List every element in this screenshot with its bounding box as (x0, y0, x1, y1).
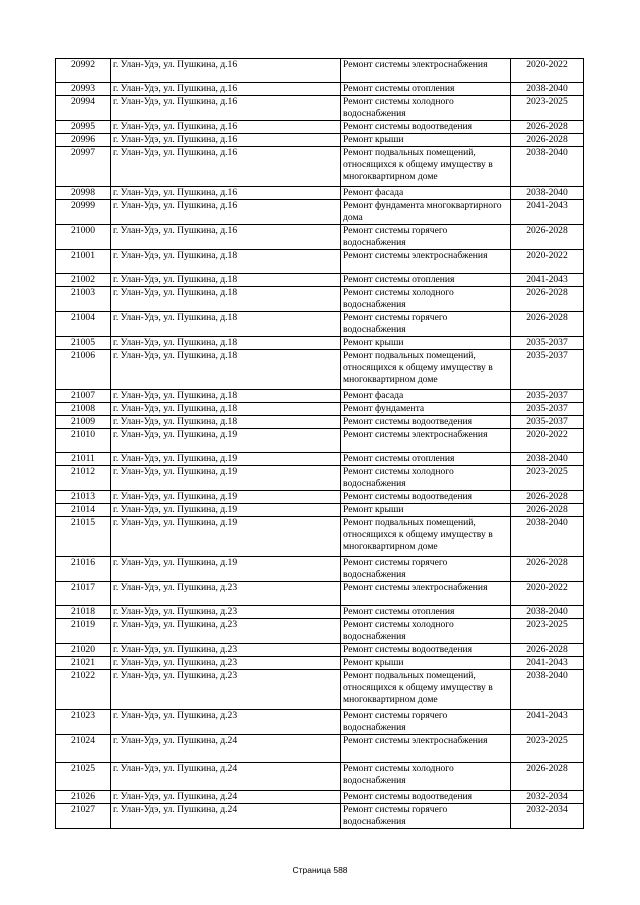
repair-schedule-table (55, 58, 584, 829)
address: г. Улан-Удэ, ул. Пушкина, д.24 (111, 804, 341, 829)
period: 2035-2037 (511, 416, 584, 429)
address: г. Улан-Удэ, ул. Пушкина, д.18 (111, 403, 341, 416)
table-row (56, 121, 584, 134)
work-type: Ремонт подвальных помещений, относящихся к общему имуществу в многоквартирном доме (341, 147, 511, 187)
table-row (56, 710, 584, 735)
period: 2023-2025 (511, 619, 584, 644)
table-row (56, 504, 584, 517)
address: г. Улан-Удэ, ул. Пушкина, д.24 (111, 791, 341, 804)
period: 2041-2043 (511, 200, 584, 225)
work-type: Ремонт системы холодного водоснабжения (341, 287, 511, 312)
record-number: 21027 (56, 804, 111, 829)
record-number: 21011 (56, 453, 111, 466)
address: г. Улан-Удэ, ул. Пушкина, д.18 (111, 312, 341, 337)
table-row (56, 350, 584, 390)
address: г. Улан-Удэ, ул. Пушкина, д.18 (111, 274, 341, 287)
table-row (56, 337, 584, 350)
page-number: Страница 588 (292, 865, 348, 875)
period: 2041-2043 (511, 274, 584, 287)
record-number: 21014 (56, 504, 111, 517)
record-number: 21022 (56, 670, 111, 710)
period: 2035-2037 (511, 403, 584, 416)
period: 2023-2025 (511, 466, 584, 491)
address: г. Улан-Удэ, ул. Пушкина, д.19 (111, 429, 341, 453)
record-number: 21023 (56, 710, 111, 735)
table-row (56, 619, 584, 644)
record-number: 21026 (56, 791, 111, 804)
work-type: Ремонт подвальных помещений, относящихся к общему имуществу в многоквартирном доме (341, 517, 511, 557)
record-number: 21021 (56, 657, 111, 670)
record-number: 20993 (56, 83, 111, 96)
period: 2038-2040 (511, 147, 584, 187)
table-row (56, 312, 584, 337)
period: 2026-2028 (511, 121, 584, 134)
table-row (56, 200, 584, 225)
period: 2020-2022 (511, 429, 584, 453)
record-number: 21017 (56, 582, 111, 606)
table-row (56, 403, 584, 416)
table-row (56, 134, 584, 147)
period: 2038-2040 (511, 453, 584, 466)
address: г. Улан-Удэ, ул. Пушкина, д.23 (111, 606, 341, 619)
record-number: 21025 (56, 763, 111, 791)
address: г. Улан-Удэ, ул. Пушкина, д.18 (111, 416, 341, 429)
table-row (56, 83, 584, 96)
record-number: 21015 (56, 517, 111, 557)
work-type: Ремонт системы горячего водоснабжения (341, 710, 511, 735)
table-row (56, 147, 584, 187)
record-number: 21013 (56, 491, 111, 504)
address: г. Улан-Удэ, ул. Пушкина, д.19 (111, 557, 341, 582)
period: 2038-2040 (511, 670, 584, 710)
table-row (56, 453, 584, 466)
record-number: 20996 (56, 134, 111, 147)
record-number: 21019 (56, 619, 111, 644)
record-number: 20998 (56, 187, 111, 200)
record-number: 21004 (56, 312, 111, 337)
period: 2026-2028 (511, 504, 584, 517)
address: г. Улан-Удэ, ул. Пушкина, д.16 (111, 147, 341, 187)
record-number: 20992 (56, 59, 111, 83)
work-type: Ремонт системы холодного водоснабжения (341, 763, 511, 791)
address: г. Улан-Удэ, ул. Пушкина, д.19 (111, 453, 341, 466)
table-row (56, 644, 584, 657)
work-type: Ремонт системы электроснабжения (341, 250, 511, 274)
table-row (56, 466, 584, 491)
address: г. Улан-Удэ, ул. Пушкина, д.16 (111, 225, 341, 250)
table-row (56, 187, 584, 200)
table-row (56, 557, 584, 582)
table-row (56, 274, 584, 287)
work-type: Ремонт системы водоотведения (341, 491, 511, 504)
period: 2026-2028 (511, 557, 584, 582)
record-number: 21016 (56, 557, 111, 582)
record-number: 20995 (56, 121, 111, 134)
table-row (56, 670, 584, 710)
record-number: 21012 (56, 466, 111, 491)
work-type: Ремонт подвальных помещений, относящихся к общему имуществу в многоквартирном доме (341, 350, 511, 390)
period: 2035-2037 (511, 390, 584, 403)
record-number: 21001 (56, 250, 111, 274)
record-number: 20999 (56, 200, 111, 225)
record-number: 21005 (56, 337, 111, 350)
work-type: Ремонт системы холодного водоснабжения (341, 96, 511, 121)
work-type: Ремонт фасада (341, 390, 511, 403)
work-type: Ремонт системы горячего водоснабжения (341, 225, 511, 250)
record-number: 20994 (56, 96, 111, 121)
period: 2038-2040 (511, 83, 584, 96)
record-number: 21006 (56, 350, 111, 390)
address: г. Улан-Удэ, ул. Пушкина, д.16 (111, 134, 341, 147)
work-type: Ремонт системы водоотведения (341, 791, 511, 804)
address: г. Улан-Удэ, ул. Пушкина, д.23 (111, 670, 341, 710)
period: 2032-2034 (511, 791, 584, 804)
record-number: 20997 (56, 147, 111, 187)
address: г. Улан-Удэ, ул. Пушкина, д.16 (111, 83, 341, 96)
address: г. Улан-Удэ, ул. Пушкина, д.16 (111, 187, 341, 200)
address: г. Улан-Удэ, ул. Пушкина, д.19 (111, 504, 341, 517)
address: г. Улан-Удэ, ул. Пушкина, д.16 (111, 96, 341, 121)
work-type: Ремонт фасада (341, 187, 511, 200)
period: 2026-2028 (511, 134, 584, 147)
work-type: Ремонт системы холодного водоснабжения (341, 466, 511, 491)
period: 2023-2025 (511, 735, 584, 763)
record-number: 21020 (56, 644, 111, 657)
period: 2026-2028 (511, 491, 584, 504)
record-number: 21018 (56, 606, 111, 619)
work-type: Ремонт крыши (341, 657, 511, 670)
work-type: Ремонт системы отопления (341, 83, 511, 96)
table-body (56, 59, 584, 829)
table-row (56, 804, 584, 829)
table-row (56, 429, 584, 453)
table-row (56, 517, 584, 557)
table-row (56, 416, 584, 429)
work-type: Ремонт системы водоотведения (341, 644, 511, 657)
work-type: Ремонт системы горячего водоснабжения (341, 557, 511, 582)
table-row (56, 791, 584, 804)
period: 2026-2028 (511, 312, 584, 337)
period: 2041-2043 (511, 657, 584, 670)
table-row (56, 582, 584, 606)
record-number: 21000 (56, 225, 111, 250)
address: г. Улан-Удэ, ул. Пушкина, д.18 (111, 337, 341, 350)
address: г. Улан-Удэ, ул. Пушкина, д.24 (111, 763, 341, 791)
period: 2041-2043 (511, 710, 584, 735)
record-number: 21024 (56, 735, 111, 763)
address: г. Улан-Удэ, ул. Пушкина, д.16 (111, 200, 341, 225)
address: г. Улан-Удэ, ул. Пушкина, д.19 (111, 466, 341, 491)
table-row (56, 491, 584, 504)
work-type: Ремонт фундамента многоквартирного дома (341, 200, 511, 225)
period: 2032-2034 (511, 804, 584, 829)
period: 2035-2037 (511, 337, 584, 350)
period: 2026-2028 (511, 763, 584, 791)
period: 2023-2025 (511, 96, 584, 121)
period: 2026-2028 (511, 287, 584, 312)
work-type: Ремонт крыши (341, 337, 511, 350)
address: г. Улан-Удэ, ул. Пушкина, д.23 (111, 710, 341, 735)
table-row (56, 657, 584, 670)
work-type: Ремонт системы электроснабжения (341, 59, 511, 83)
address: г. Улан-Удэ, ул. Пушкина, д.18 (111, 250, 341, 274)
record-number: 21010 (56, 429, 111, 453)
period: 2035-2037 (511, 350, 584, 390)
address: г. Улан-Удэ, ул. Пушкина, д.19 (111, 491, 341, 504)
work-type: Ремонт системы водоотведения (341, 416, 511, 429)
table-row (56, 250, 584, 274)
period: 2038-2040 (511, 517, 584, 557)
work-type: Ремонт системы электроснабжения (341, 429, 511, 453)
table-row (56, 390, 584, 403)
record-number: 21002 (56, 274, 111, 287)
address: г. Улан-Удэ, ул. Пушкина, д.19 (111, 517, 341, 557)
record-number: 21008 (56, 403, 111, 416)
work-type: Ремонт системы отопления (341, 453, 511, 466)
period: 2026-2028 (511, 644, 584, 657)
period: 2038-2040 (511, 606, 584, 619)
work-type: Ремонт подвальных помещений, относящихся к общему имуществу в многоквартирном доме (341, 670, 511, 710)
address: г. Улан-Удэ, ул. Пушкина, д.24 (111, 735, 341, 763)
address: г. Улан-Удэ, ул. Пушкина, д.23 (111, 644, 341, 657)
address: г. Улан-Удэ, ул. Пушкина, д.18 (111, 350, 341, 390)
period: 2020-2022 (511, 250, 584, 274)
period: 2020-2022 (511, 59, 584, 83)
work-type: Ремонт системы горячего водоснабжения (341, 804, 511, 829)
table-row (56, 287, 584, 312)
record-number: 21007 (56, 390, 111, 403)
work-type: Ремонт системы отопления (341, 274, 511, 287)
work-type: Ремонт системы горячего водоснабжения (341, 312, 511, 337)
table-row (56, 606, 584, 619)
address: г. Улан-Удэ, ул. Пушкина, д.18 (111, 390, 341, 403)
table-row (56, 96, 584, 121)
work-type: Ремонт системы отопления (341, 606, 511, 619)
address: г. Улан-Удэ, ул. Пушкина, д.23 (111, 657, 341, 670)
table-row (56, 59, 584, 83)
record-number: 21003 (56, 287, 111, 312)
address: г. Улан-Удэ, ул. Пушкина, д.23 (111, 619, 341, 644)
period: 2038-2040 (511, 187, 584, 200)
work-type: Ремонт системы электроснабжения (341, 582, 511, 606)
record-number: 21009 (56, 416, 111, 429)
address: г. Улан-Удэ, ул. Пушкина, д.23 (111, 582, 341, 606)
work-type: Ремонт крыши (341, 504, 511, 517)
address: г. Улан-Удэ, ул. Пушкина, д.16 (111, 59, 341, 83)
table-row (56, 735, 584, 763)
period: 2026-2028 (511, 225, 584, 250)
work-type: Ремонт системы электроснабжения (341, 735, 511, 763)
work-type: Ремонт системы водоотведения (341, 121, 511, 134)
table-row (56, 225, 584, 250)
address: г. Улан-Удэ, ул. Пушкина, д.16 (111, 121, 341, 134)
period: 2020-2022 (511, 582, 584, 606)
table-row (56, 763, 584, 791)
address: г. Улан-Удэ, ул. Пушкина, д.18 (111, 287, 341, 312)
work-type: Ремонт фундамента (341, 403, 511, 416)
work-type: Ремонт системы холодного водоснабжения (341, 619, 511, 644)
work-type: Ремонт крыши (341, 134, 511, 147)
